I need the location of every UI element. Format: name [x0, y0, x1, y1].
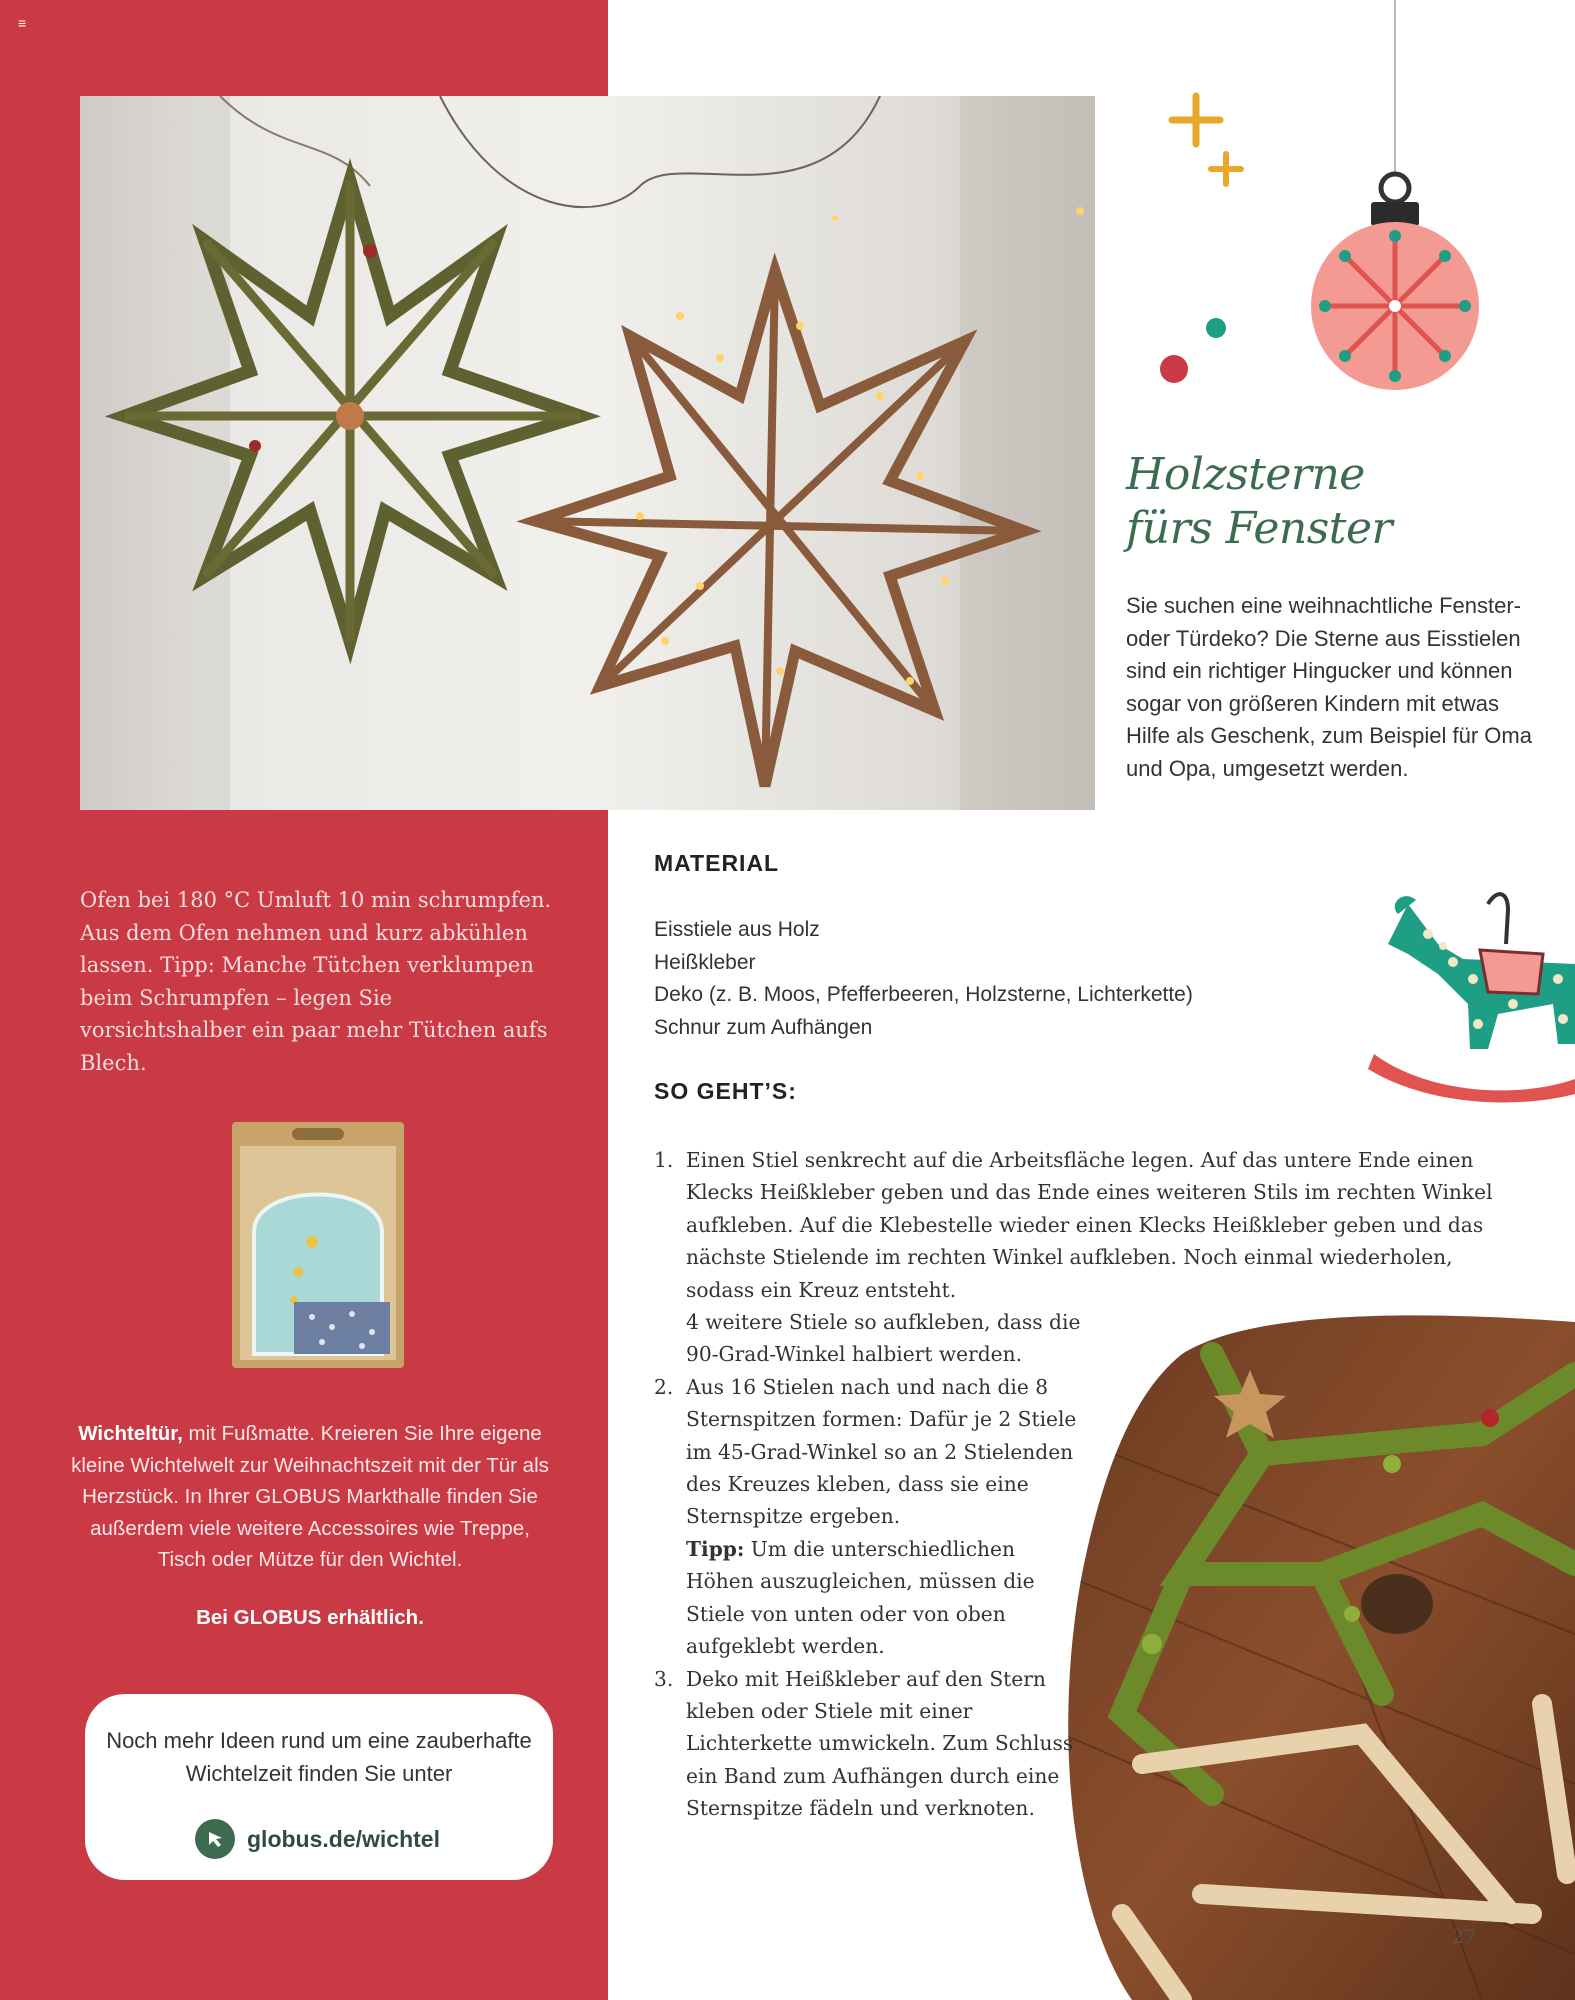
- shrink-instructions-text: Ofen bei 180 °C Umluft 10 min schrumpfen. Aus dem Ofen nehmen und kurz abkühlen lassen. Tipp: Manche Tütchen verklumpen beim Schrumpfen – legen Sie vorsichtshalber ein paar mehr Tütchen aufs Blech.: [80, 888, 552, 1075]
- tip-text: Um die unterschiedlichen Höhen auszugleichen, müssen die Stiele von unten oder von oben aufgeklebt werden.: [686, 1536, 1035, 1659]
- article-headline: [1126, 448, 1546, 556]
- headline-line-2: fürs Fenster: [1126, 503, 1393, 554]
- material-item: Eisstiele aus Holz: [654, 918, 820, 941]
- material-item: Deko (z. B. Moos, Pfefferbeeren, Holzsterne, Lichterkette): [654, 983, 1193, 1006]
- material-list: [654, 914, 1274, 1044]
- product-title: Wichteltür,: [78, 1422, 183, 1445]
- availability-note: Bei GLOBUS erhältlich.: [196, 1606, 424, 1629]
- material-item: Schnur zum Aufhängen: [654, 1015, 873, 1039]
- instruction-step: [654, 1371, 1500, 1663]
- tip-label: Tipp:: [686, 1536, 745, 1561]
- step-text: Deko mit Heißkleber auf den Stern kleben oder Stiele mit einer Lichterkette umwickeln. Zum Schluss ein Band zum Aufhängen durch eine Sternspitze fädeln und verknoten.: [686, 1666, 1074, 1821]
- globus-link[interactable]: [195, 1818, 440, 1860]
- menu-icon[interactable]: ≡: [18, 15, 27, 31]
- instructions-list: [654, 1144, 1500, 1825]
- step-text-continued: 4 weitere Stiele so aufkleben, dass die 90-Grad-Winkel halbiert werden.: [686, 1310, 1081, 1367]
- page-number: 27: [1452, 1926, 1477, 1948]
- step-text: Einen Stiel senkrecht auf die Arbeitsfläche legen. Auf das untere Ende einen Klecks Heißkleber geben und das Ende eines weiteren Stils im rechten Winkel aufkleben. Auf die Klebestelle wieder einen Klecks Heißkleber geben und das nächste Stielende im rechten Winkel aufkleben. Noch einmal wiederholen, sodass ein Kreuz entsteht.: [686, 1148, 1493, 1302]
- step-number: 3.: [654, 1666, 674, 1691]
- material-heading: MATERIAL: [654, 850, 780, 876]
- step-number: 2.: [654, 1374, 674, 1399]
- sparkle-icon: [1168, 92, 1248, 192]
- hero-photo: [80, 96, 1095, 810]
- step-text: Aus 16 Stielen nach und nach die 8 Sternspitzen formen: Dafür je 2 Stiele im 45-Grad-Winkel so an 2 Stielenden des Kreuzes kleben, dass sie eine Sternspitze ergeben.: [686, 1374, 1077, 1529]
- instructions-heading: SO GEHT’S:: [654, 1078, 797, 1104]
- more-ideas-text: Noch mehr Ideen rund um eine zauberhafte Wichtelzeit finden Sie unter: [106, 1728, 532, 1786]
- christmas-ornament-icon: [1305, 0, 1485, 395]
- step-number: 1.: [654, 1148, 674, 1172]
- instruction-step: [654, 1144, 1500, 1371]
- instruction-step: [654, 1663, 1500, 1825]
- intro-paragraph: Sie suchen eine weihnachtliche Fenster- oder Türdeko? Die Sterne aus Eisstielen sind ein richtiger Hingucker und können sogar von größeren Kindern mit etwas Hilfe als Geschenk, zum Beispiel für Oma und Opa, umgesetzt werden.: [1126, 593, 1532, 781]
- product-desc-text: mit Fußmatte. Kreieren Sie Ihre eigene kleine Wichtelwelt zur Weihnachtszeit mit der Tür als Herzstück. In Ihrer GLOBUS Markthalle finden Sie außerdem viele weitere Accessoires wie Treppe, Tisch oder Mütze für den Wichtel.: [71, 1422, 549, 1571]
- dots-decoration-icon: [1158, 316, 1228, 386]
- step-tip: [686, 1533, 1086, 1663]
- material-item: Heißkleber: [654, 950, 756, 974]
- more-ideas-box: [85, 1694, 553, 1880]
- headline-line-1: Holzsterne: [1126, 449, 1365, 500]
- wichteltuer-product-image: [232, 1122, 404, 1368]
- rocking-horse-icon: [1368, 884, 1575, 1106]
- link-arrow-icon: [195, 1819, 235, 1859]
- globus-link-url[interactable]: globus.de/wichtel: [247, 1825, 440, 1852]
- product-description: [70, 1418, 550, 1576]
- hero-stars-illustration: [80, 96, 1095, 810]
